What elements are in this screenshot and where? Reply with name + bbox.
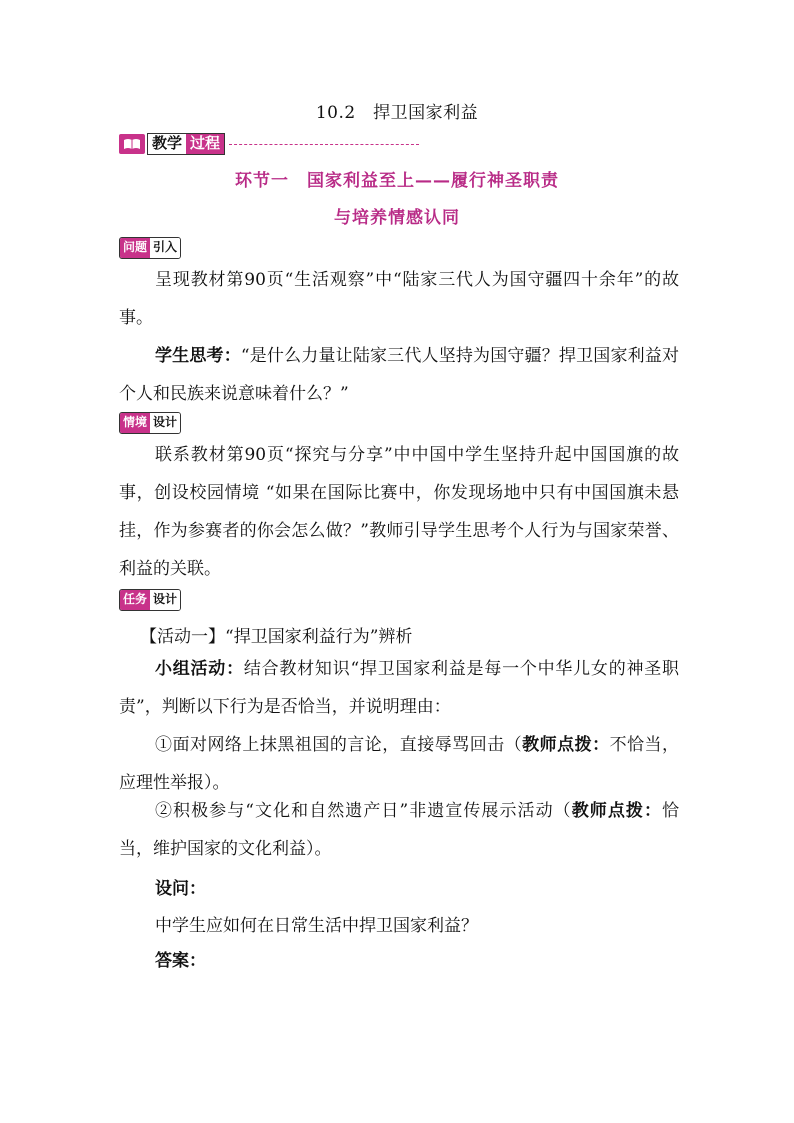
ask-question: 中学生应如何在日常生活中捍卫国家利益？ (155, 916, 478, 936)
student-thinking-text: “是什么力量让陆家三代人坚持为国守疆？捍卫国家利益对个人和民族来说意味着什么？” (119, 346, 679, 404)
ask-label-text: 设问： (155, 879, 206, 899)
tag-part2: 设计 (150, 590, 180, 610)
answer-label (155, 946, 206, 971)
tag-scenario-design (119, 412, 181, 434)
banner-label (147, 133, 225, 155)
item2-rest: 恰当，维护国家的文化利益）。 (119, 801, 679, 859)
item2-text: ②积极参与“文化和自然遗产日”非遗宣传展示活动（ (155, 801, 572, 821)
page-title: 10.2 捍卫国家利益 (315, 103, 479, 123)
group-activity-text: 结合教材知识“捍卫国家利益是每一个中华儿女的神圣职责”，判断以下行为是否恰当，并说明理由： (119, 659, 680, 717)
group-activity-label: 小组活动： (155, 659, 244, 679)
intro-paragraph: 呈现教材第90页“生活观察”中“陆家三代人为国守疆四十余年”的故事。 (119, 270, 679, 328)
answer-label-text: 答案： (155, 951, 206, 971)
scenario-paragraph: 联系教材第90页“探究与分享”中中国中学生坚持升起中国国旗的故事，创设校园情境 “如果在国际比赛中，你发现场地中只有中国国旗未悬挂，作为参赛者的你会怎么做？”教师引导学生思考个人行为与国家荣誉、利益的关联。 (119, 445, 679, 579)
tag-part1: 问题 (120, 238, 150, 258)
ask-label (155, 874, 206, 899)
tag-part1: 任务 (120, 590, 150, 610)
stage-heading-line1: 环节一 国家利益至上——履行神圣职责 (235, 171, 559, 191)
item2-teacher-hint: 教师点拨： (571, 801, 662, 821)
student-thinking-paragraph (119, 337, 679, 413)
item1-rest: 不恰当，应理性举报）。 (119, 735, 680, 793)
banner-part1: 教学 (148, 134, 186, 154)
tag-question-intro (119, 237, 181, 259)
tag-part2: 引入 (150, 238, 180, 258)
group-activity-paragraph (119, 650, 679, 726)
tag-part2: 设计 (150, 413, 180, 433)
activity-item-2 (119, 792, 679, 868)
tag-part1: 情境 (120, 413, 150, 433)
book-icon (119, 134, 145, 154)
activity-item-1 (119, 726, 679, 802)
dashed-divider (229, 144, 419, 145)
banner-part2: 过程 (186, 134, 224, 154)
student-thinking-label: 学生思考： (155, 346, 241, 366)
stage-heading-line2: 与培养情感认同 (334, 208, 460, 228)
tag-task-design (119, 589, 181, 611)
section-banner (119, 133, 419, 155)
activity-title: 【活动一】“捍卫国家利益行为”辨析 (140, 627, 413, 647)
item1-teacher-hint: 教师点拨： (522, 735, 610, 755)
item1-text: ①面对网络上抹黑祖国的言论，直接辱骂回击（ (155, 735, 523, 755)
